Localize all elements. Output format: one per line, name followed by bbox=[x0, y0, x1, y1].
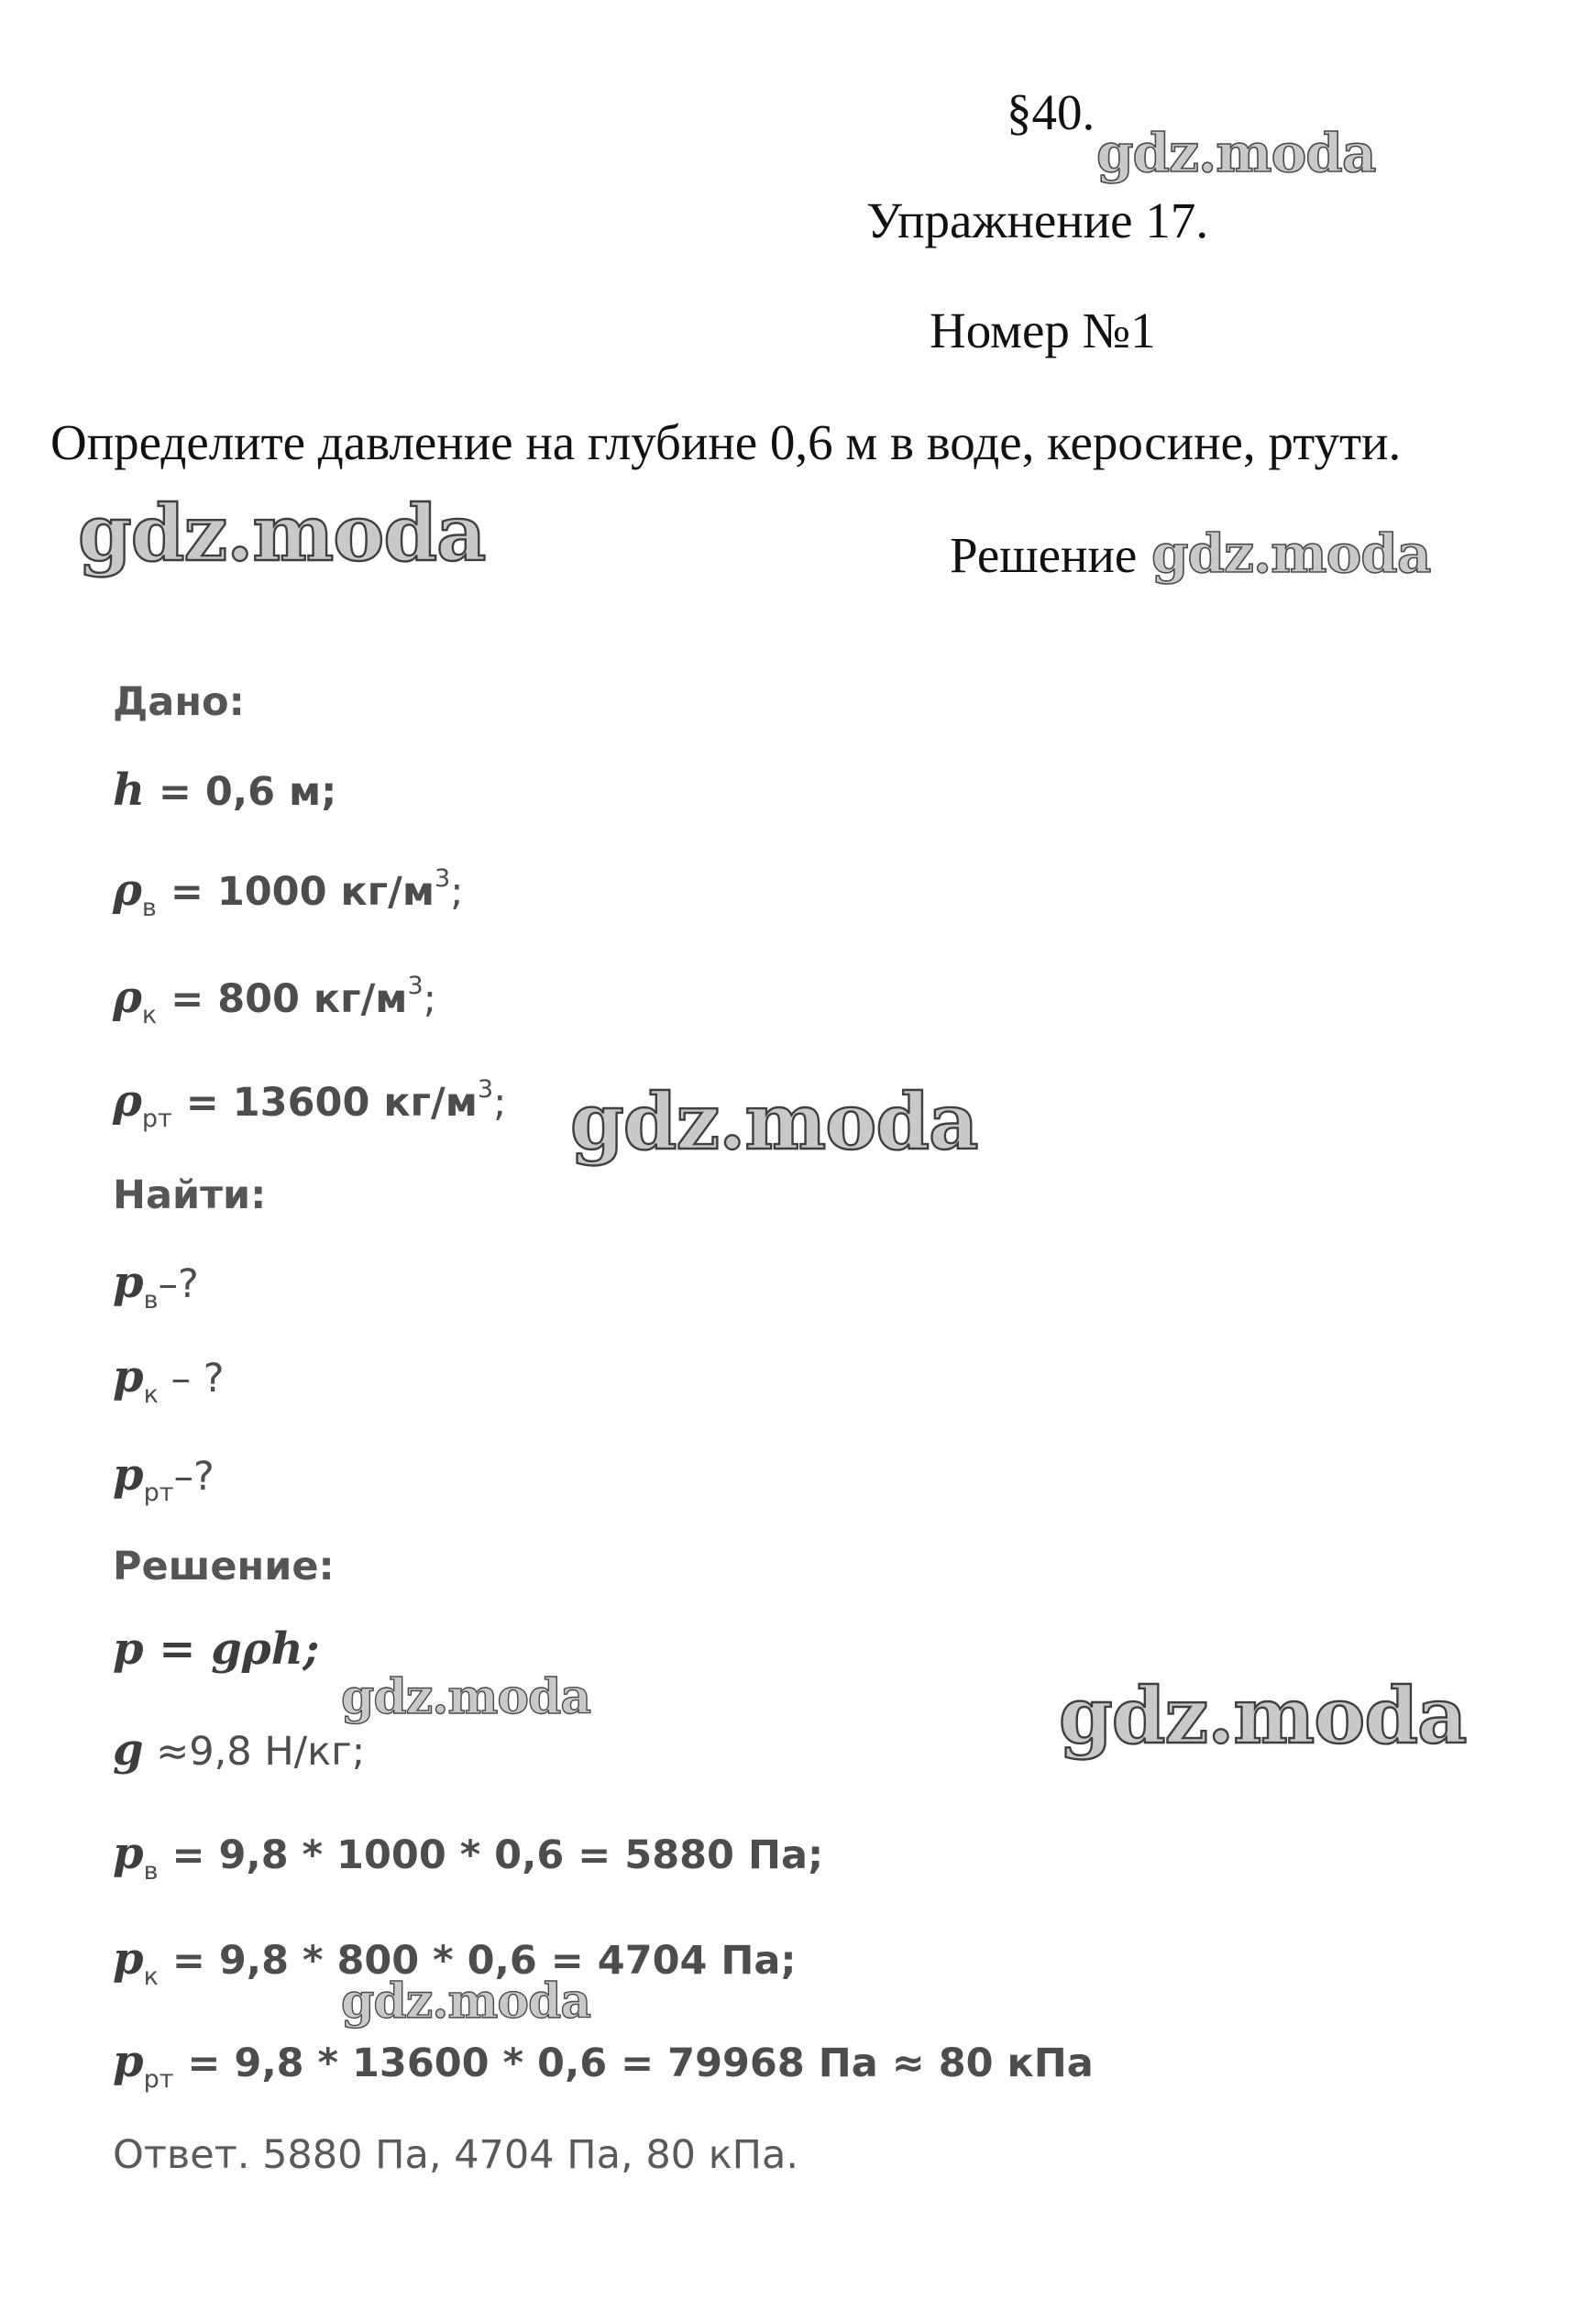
watermark: gdz.moda bbox=[1096, 122, 1376, 184]
rho-symbol: ρ bbox=[113, 972, 142, 1023]
p-kerosene-subscript: к bbox=[143, 1380, 159, 1409]
rho-symbol: ρ bbox=[113, 1075, 142, 1127]
given-label: Дано: bbox=[113, 679, 245, 725]
calc-water-text: = 9,8 * 1000 * 0,6 = 5880 Па; bbox=[158, 1832, 824, 1878]
g-symbol: g bbox=[113, 1724, 144, 1776]
calc-kerosene bbox=[113, 1933, 797, 1991]
solution-title: Решение bbox=[950, 527, 1138, 583]
paragraph-number: §40. bbox=[1007, 84, 1095, 140]
rho-mercury-value: = 13600 кг/м bbox=[171, 1080, 478, 1126]
given-rho-mercury bbox=[113, 1077, 507, 1131]
p-symbol: p bbox=[113, 1351, 144, 1402]
find-label: Найти: bbox=[113, 1172, 267, 1218]
given-rho-water bbox=[113, 866, 464, 920]
h-value: = 0,6 м; bbox=[144, 769, 337, 815]
rho-kerosene-subscript: к bbox=[141, 1001, 158, 1029]
find-p-mercury bbox=[113, 1449, 215, 1507]
p-kerosene-subscript: к bbox=[143, 1963, 159, 1991]
p-mercury-subscript: рт bbox=[143, 1479, 174, 1507]
p-symbol: p bbox=[113, 1828, 144, 1879]
semicolon: ; bbox=[423, 976, 437, 1022]
watermark: gdz.moda bbox=[570, 1076, 978, 1167]
problem-number: Номер №1 bbox=[930, 302, 1156, 358]
semicolon: ; bbox=[450, 869, 464, 915]
question: – ? bbox=[158, 1356, 225, 1402]
h-symbol: h bbox=[113, 764, 145, 816]
find-p-kerosene bbox=[113, 1351, 225, 1409]
answer-text: Ответ. 5880 Па, 4704 Па, 80 кПа. bbox=[113, 2132, 799, 2178]
find-p-water bbox=[113, 1257, 199, 1314]
calc-kerosene-text: = 9,8 * 800 * 0,6 = 4704 Па; bbox=[158, 1938, 797, 1984]
watermark: gdz.moda bbox=[78, 488, 486, 578]
question: –? bbox=[158, 1261, 199, 1307]
p-symbol: p bbox=[113, 1449, 144, 1501]
calc-mercury-text: = 9,8 * 13600 * 0,6 = 79968 Па ≈ 80 кПа bbox=[173, 2040, 1094, 2086]
rho-symbol: ρ bbox=[113, 864, 142, 916]
given-rho-kerosene bbox=[113, 974, 436, 1028]
rho-mercury-subscript: рт bbox=[141, 1105, 172, 1133]
cube-superscript: 3 bbox=[434, 864, 451, 893]
watermark: gdz.moda bbox=[1059, 1670, 1467, 1761]
rho-water-subscript: в bbox=[141, 894, 157, 922]
formula-text: p = gρh; bbox=[113, 1623, 320, 1675]
p-symbol: p bbox=[113, 1933, 144, 1985]
formula bbox=[113, 1623, 320, 1675]
question: –? bbox=[173, 1454, 215, 1500]
watermark: gdz.moda bbox=[341, 1669, 591, 1725]
g-value-line bbox=[113, 1724, 366, 1776]
task-text: Определите давление на глубине 0,6 м в воде, керосине, ртути. bbox=[50, 414, 1402, 470]
rho-water-value: = 1000 кг/м bbox=[156, 869, 435, 915]
exercise-title: Упражнение 17. bbox=[866, 192, 1209, 248]
cube-superscript: 3 bbox=[407, 972, 424, 1000]
calc-mercury bbox=[113, 2036, 1094, 2094]
g-value: ≈9,8 Н/кг; bbox=[143, 1729, 366, 1775]
watermark: gdz.moda bbox=[1151, 522, 1431, 585]
semicolon: ; bbox=[493, 1080, 507, 1126]
p-water-subscript: в bbox=[143, 1857, 159, 1886]
p-mercury-subscript: рт bbox=[143, 2065, 174, 2094]
given-depth bbox=[113, 764, 337, 816]
answer bbox=[113, 2132, 799, 2178]
solution-label: Решение: bbox=[113, 1544, 335, 1590]
cube-superscript: 3 bbox=[477, 1075, 494, 1104]
p-symbol: p bbox=[113, 2036, 144, 2087]
p-symbol: p bbox=[113, 1257, 144, 1308]
watermark: gdz.moda bbox=[341, 1974, 591, 2030]
p-water-subscript: в bbox=[143, 1286, 159, 1314]
calc-water bbox=[113, 1828, 824, 1886]
rho-kerosene-value: = 800 кг/м bbox=[157, 976, 408, 1022]
